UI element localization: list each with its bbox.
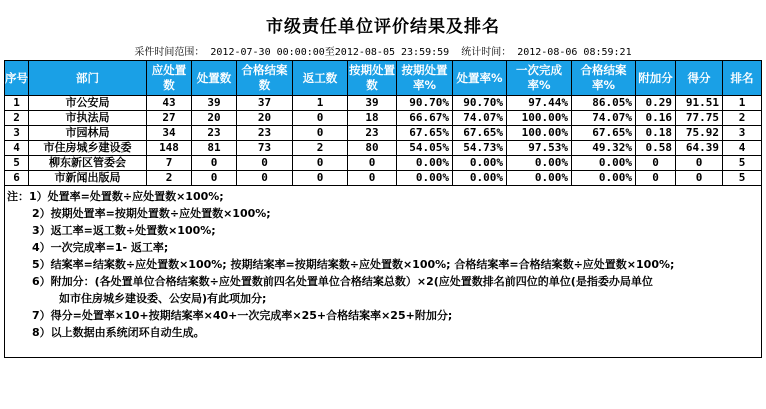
cell-first-time-rate: 100.00% <box>507 126 572 141</box>
table-row <box>5 171 762 186</box>
notes-row <box>5 186 762 358</box>
cell-qualified: 0 <box>237 156 293 171</box>
header-cell: 一次完成率% <box>507 61 572 96</box>
note-line: 注：1）处置率=处置数÷应处置数×100%; <box>7 190 224 203</box>
cell-department: 市园林局 <box>29 126 147 141</box>
cell-qualified-rate: 0.00% <box>572 156 636 171</box>
note-line: 3）返工率=返工数÷处置数×100%; <box>32 224 216 237</box>
cell-ontime: 23 <box>348 126 397 141</box>
cell-score: 64.39 <box>676 141 723 156</box>
header-cell: 得分 <box>676 61 723 96</box>
cell-ontime-rate: 66.67% <box>397 111 453 126</box>
cell-qualified-rate: 0.00% <box>572 171 636 186</box>
table-row <box>5 156 762 171</box>
cell-rank: 5 <box>723 171 762 186</box>
cell-rank: 5 <box>723 156 762 171</box>
cell-rank: 2 <box>723 111 762 126</box>
cell-bonus: 0.58 <box>636 141 676 156</box>
cell-department: 柳东新区管委会 <box>29 156 147 171</box>
header-cell: 部门 <box>29 61 147 96</box>
cell-handle-rate: 67.65% <box>453 126 507 141</box>
collect-range-value: 2012-07-30 00:00:00至2012-08-05 23:59:59 <box>210 47 450 58</box>
cell-score: 0 <box>676 171 723 186</box>
cell-handled: 20 <box>192 111 237 126</box>
header-cell: 处置率% <box>453 61 507 96</box>
cell-index: 5 <box>5 156 29 171</box>
header-cell: 返工数 <box>293 61 348 96</box>
cell-index: 4 <box>5 141 29 156</box>
cell-rank: 1 <box>723 96 762 111</box>
cell-bonus: 0 <box>636 171 676 186</box>
cell-rank: 4 <box>723 141 762 156</box>
table-row <box>5 126 762 141</box>
cell-score: 0 <box>676 156 723 171</box>
note-line: 8）以上数据由系统闭环自动生成。 <box>32 326 205 339</box>
cell-due: 148 <box>147 141 192 156</box>
cell-qualified: 0 <box>237 171 293 186</box>
note-line: 4）一次完成率=1- 返工率; <box>32 241 169 254</box>
cell-bonus: 0.18 <box>636 126 676 141</box>
cell-qualified: 37 <box>237 96 293 111</box>
note-line: 如市住房城乡建设委、公安局)有此项加分; <box>59 292 267 305</box>
cell-handle-rate: 74.07% <box>453 111 507 126</box>
cell-first-time-rate: 0.00% <box>507 156 572 171</box>
notes-prefix: 注： <box>7 190 29 203</box>
cell-first-time-rate: 100.00% <box>507 111 572 126</box>
cell-bonus: 0.16 <box>636 111 676 126</box>
cell-bonus: 0.29 <box>636 96 676 111</box>
note-line: 2）按期处置率=按期处置数÷应处置数×100%; <box>32 207 271 220</box>
note-line: 5）结案率=结案数÷应处置数×100%; 按期结案率=按期结案数÷应处置数×100%; 合格结案率=合格结案数÷应处置数×100%; <box>32 258 675 271</box>
cell-qualified-rate: 86.05% <box>572 96 636 111</box>
cell-rework: 0 <box>293 126 348 141</box>
cell-due: 27 <box>147 111 192 126</box>
header-cell: 合格结案数 <box>237 61 293 96</box>
cell-handled: 0 <box>192 171 237 186</box>
ranking-table <box>4 60 762 358</box>
cell-ontime: 80 <box>348 141 397 156</box>
cell-ontime-rate: 90.70% <box>397 96 453 111</box>
cell-rework: 1 <box>293 96 348 111</box>
header-cell: 排名 <box>723 61 762 96</box>
cell-ontime: 18 <box>348 111 397 126</box>
header-cell: 附加分 <box>636 61 676 96</box>
header-row <box>5 61 762 96</box>
cell-due: 43 <box>147 96 192 111</box>
cell-rework: 0 <box>293 171 348 186</box>
header-cell: 合格结案率% <box>572 61 636 96</box>
cell-index: 3 <box>5 126 29 141</box>
cell-ontime-rate: 0.00% <box>397 171 453 186</box>
cell-handle-rate: 0.00% <box>453 156 507 171</box>
cell-score: 75.92 <box>676 126 723 141</box>
notes-cell <box>5 186 762 358</box>
cell-ontime-rate: 0.00% <box>397 156 453 171</box>
cell-department: 市住房城乡建设委 <box>29 141 147 156</box>
cell-handle-rate: 90.70% <box>453 96 507 111</box>
cell-qualified: 73 <box>237 141 293 156</box>
cell-bonus: 0 <box>636 156 676 171</box>
header-cell: 处置数 <box>192 61 237 96</box>
cell-first-time-rate: 97.44% <box>507 96 572 111</box>
cell-handle-rate: 0.00% <box>453 171 507 186</box>
cell-score: 77.75 <box>676 111 723 126</box>
cell-ontime-rate: 54.05% <box>397 141 453 156</box>
header-cell: 按期处置数 <box>348 61 397 96</box>
cell-handled: 23 <box>192 126 237 141</box>
collect-range-label: 采件时间范围： <box>134 47 205 58</box>
cell-department: 市执法局 <box>29 111 147 126</box>
page-title: 市级责任单位评价结果及排名 <box>266 17 500 37</box>
header-cell: 按期处置率% <box>397 61 453 96</box>
header-cell: 应处置数 <box>147 61 192 96</box>
cell-index: 1 <box>5 96 29 111</box>
cell-due: 34 <box>147 126 192 141</box>
cell-qualified-rate: 49.32% <box>572 141 636 156</box>
cell-due: 2 <box>147 171 192 186</box>
cell-handle-rate: 54.73% <box>453 141 507 156</box>
stat-time-label: 统计时间： <box>461 47 512 58</box>
cell-rank: 3 <box>723 126 762 141</box>
cell-ontime-rate: 67.65% <box>397 126 453 141</box>
cell-handled: 0 <box>192 156 237 171</box>
cell-due: 7 <box>147 156 192 171</box>
table-row <box>5 96 762 111</box>
cell-index: 6 <box>5 171 29 186</box>
cell-qualified-rate: 67.65% <box>572 126 636 141</box>
note-line: 7）得分=处置率×10+按期结案率×40+一次完成率×25+合格结案率×25+附加分; <box>32 309 453 322</box>
header-cell: 序号 <box>5 61 29 96</box>
cell-handled: 81 <box>192 141 237 156</box>
cell-department: 市新闻出版局 <box>29 171 147 186</box>
cell-ontime: 39 <box>348 96 397 111</box>
table-row <box>5 141 762 156</box>
stat-time-value: 2012-08-06 08:59:21 <box>517 47 632 58</box>
note-line: 6）附加分：(各处置单位合格结案数÷应处置数前四名处置单位合格结案总数）×2(应处置数排名前四位的单位(是指委办局单位 <box>32 275 653 288</box>
table-row <box>5 111 762 126</box>
cell-rework: 0 <box>293 111 348 126</box>
cell-qualified: 20 <box>237 111 293 126</box>
cell-qualified-rate: 74.07% <box>572 111 636 126</box>
cell-department: 市公安局 <box>29 96 147 111</box>
cell-first-time-rate: 0.00% <box>507 171 572 186</box>
cell-rework: 0 <box>293 156 348 171</box>
cell-first-time-rate: 97.53% <box>507 141 572 156</box>
cell-handled: 39 <box>192 96 237 111</box>
cell-ontime: 0 <box>348 156 397 171</box>
cell-qualified: 23 <box>237 126 293 141</box>
cell-rework: 2 <box>293 141 348 156</box>
cell-index: 2 <box>5 111 29 126</box>
cell-ontime: 0 <box>348 171 397 186</box>
time-range-bar <box>0 43 766 58</box>
cell-score: 91.51 <box>676 96 723 111</box>
